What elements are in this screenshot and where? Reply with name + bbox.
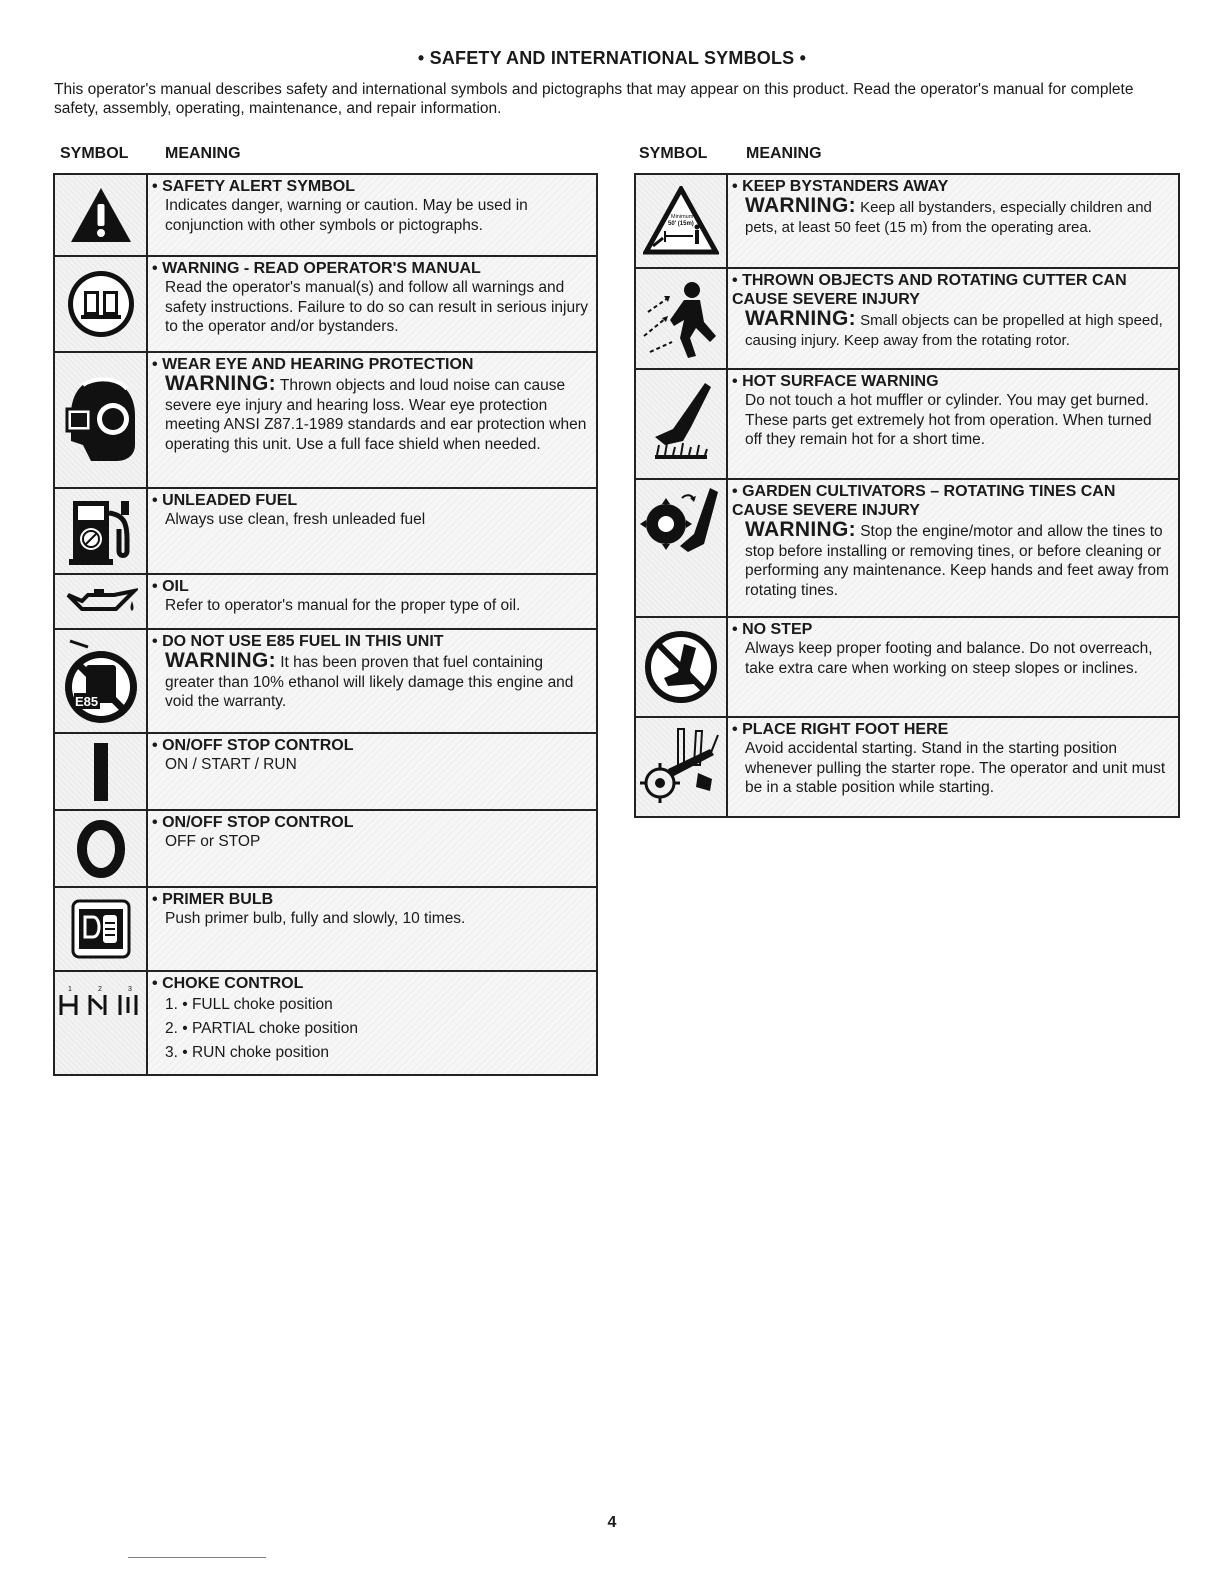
bullet: • bbox=[152, 633, 158, 650]
bullet: • bbox=[732, 483, 738, 500]
row-heading: CHOKE CONTROL bbox=[162, 975, 304, 992]
bullet: • bbox=[732, 621, 738, 638]
row-heading: ON/OFF STOP CONTROL bbox=[162, 814, 354, 831]
left-symbol-table bbox=[53, 173, 598, 1076]
row-heading: HOT SURFACE WARNING bbox=[742, 373, 939, 390]
thrown-objects-icon bbox=[636, 269, 728, 368]
bullet: • bbox=[152, 178, 158, 195]
warning-label: WARNING: bbox=[745, 307, 856, 330]
unleaded-fuel-icon bbox=[55, 489, 148, 573]
bullet: • bbox=[732, 373, 738, 390]
bullet: • bbox=[152, 737, 158, 754]
symbol-row bbox=[55, 353, 596, 489]
no-step-icon bbox=[636, 618, 728, 716]
choke-item: 2. • PARTIAL choke position bbox=[165, 1020, 358, 1037]
row-body: Indicates danger, warning or caution. May be used in conjunction with other symbols or pictographs. bbox=[165, 197, 528, 234]
oil-can-icon bbox=[55, 575, 148, 628]
row-body: OFF or STOP bbox=[165, 833, 261, 850]
row-body: Push primer bulb, fully and slowly, 10 times. bbox=[165, 910, 466, 927]
row-body: Avoid accidental starting. Stand in the starting position whenever pulling the starter rope. The operator and unit must be in a stable position while starting. bbox=[745, 740, 1166, 796]
row-heading: OIL bbox=[162, 578, 189, 595]
bullet: • bbox=[732, 272, 738, 289]
left-meaning-header: MEANING bbox=[165, 145, 241, 162]
no-e85-fuel-icon bbox=[55, 630, 148, 732]
row-body: Refer to operator's manual for the proper type of oil. bbox=[165, 597, 521, 614]
bullet: • bbox=[152, 891, 158, 908]
bullet: • bbox=[732, 721, 738, 738]
place-right-foot-icon bbox=[636, 718, 728, 816]
symbol-row bbox=[636, 370, 1178, 480]
symbol-row bbox=[636, 269, 1178, 370]
row-heading: UNLEADED FUEL bbox=[162, 492, 298, 509]
read-manual-icon bbox=[55, 257, 148, 351]
footer-rule bbox=[128, 1557, 266, 1558]
distance-label: 50' (15m) bbox=[668, 221, 694, 227]
right-symbol-table bbox=[634, 173, 1180, 818]
choke-number: 3 bbox=[127, 985, 132, 993]
choke-control-icon bbox=[55, 972, 148, 1074]
intro-paragraph: This operator's manual describes safety and international symbols and pictographs that may appear on this product. Read the operator's manual for complete safety, assembly, operating, maintenance, and repair information. bbox=[54, 81, 1134, 117]
symbol-row bbox=[636, 480, 1178, 618]
off-switch-icon bbox=[55, 811, 148, 886]
symbol-row bbox=[55, 630, 596, 734]
bullet: • bbox=[152, 492, 158, 509]
choke-number: 1 bbox=[67, 985, 72, 993]
warning-label: WARNING: bbox=[165, 649, 276, 672]
bullet: • bbox=[152, 578, 158, 595]
left-symbol-header: SYMBOL bbox=[60, 145, 129, 162]
bullet: • bbox=[152, 260, 158, 277]
warning-label: WARNING: bbox=[745, 194, 856, 217]
row-body: Small objects can be propelled at high speed, causing injury. Keep away from the rotating rotor. bbox=[745, 312, 1163, 349]
page-number: 4 bbox=[607, 1514, 617, 1531]
right-symbol-header: SYMBOL bbox=[639, 145, 708, 162]
row-heading: KEEP BYSTANDERS AWAY bbox=[742, 178, 949, 195]
minimum-label: Minimum bbox=[671, 214, 694, 220]
eye-ear-protection-icon bbox=[55, 353, 148, 487]
symbol-row bbox=[55, 575, 596, 630]
bullet: • bbox=[152, 975, 158, 992]
row-body: Read the operator's manual(s) and follow all warnings and safety instructions. Failure to do so can result in serious injury to the operator and/or bystanders. bbox=[165, 279, 588, 335]
primer-bulb-icon bbox=[55, 888, 148, 970]
row-body: Keep all bystanders, especially children and pets, at least 50 feet (15 m) from the operating area. bbox=[745, 199, 1152, 236]
symbol-row bbox=[55, 175, 596, 257]
row-body: Always keep proper footing and balance. Do not overreach, take extra care when working on steep slopes or inclines. bbox=[745, 640, 1153, 677]
symbol-row bbox=[55, 972, 596, 1076]
bullet: • bbox=[152, 814, 158, 831]
row-heading: SAFETY ALERT SYMBOL bbox=[162, 178, 355, 195]
symbol-row bbox=[55, 888, 596, 972]
warning-label: WARNING: bbox=[165, 372, 276, 395]
symbol-row bbox=[55, 257, 596, 353]
safety-alert-icon bbox=[55, 175, 148, 255]
row-heading: WEAR EYE AND HEARING PROTECTION bbox=[162, 356, 474, 373]
symbol-row bbox=[636, 618, 1178, 718]
row-heading: DO NOT USE E85 FUEL IN THIS UNIT bbox=[162, 633, 444, 650]
bullet: • bbox=[732, 178, 738, 195]
row-heading: ON/OFF STOP CONTROL bbox=[162, 737, 354, 754]
choke-item: 3. • RUN choke position bbox=[165, 1044, 329, 1061]
row-body: Always use clean, fresh unleaded fuel bbox=[165, 511, 426, 528]
row-heading: PLACE RIGHT FOOT HERE bbox=[742, 721, 949, 738]
e85-label: E85 bbox=[74, 694, 98, 709]
choke-number: 2 bbox=[97, 985, 102, 993]
symbol-row bbox=[55, 734, 596, 811]
row-body: Do not touch a hot muffler or cylinder. You may get burned. These parts get extremely hot from operation. When turned off they remain hot for a short time. bbox=[745, 392, 1152, 448]
hot-surface-icon bbox=[636, 370, 728, 478]
row-heading: WARNING - READ OPERATOR'S MANUAL bbox=[162, 260, 481, 277]
symbol-row bbox=[636, 175, 1178, 269]
right-meaning-header: MEANING bbox=[746, 145, 822, 162]
symbol-row bbox=[55, 811, 596, 888]
row-heading: PRIMER BULB bbox=[162, 891, 274, 908]
keep-bystanders-away-icon bbox=[636, 175, 728, 267]
symbol-row bbox=[636, 718, 1178, 818]
row-body: Thrown objects and loud noise can cause severe eye injury and hearing loss. Wear eye protection meeting ANSI Z87.1-1989 standards and ear protection when operating this unit. Use a full face shield when needed. bbox=[165, 377, 587, 453]
rotating-tines-icon bbox=[636, 480, 728, 616]
choke-item: 1. • FULL choke position bbox=[165, 996, 333, 1013]
row-heading: GARDEN CULTIVATORS – ROTATING TINES CAN CAUSE SEVERE INJURY bbox=[732, 483, 1116, 519]
warning-label: WARNING: bbox=[745, 518, 856, 541]
bullet: • bbox=[152, 356, 158, 373]
row-body: It has been proven that fuel containing greater than 10% ethanol will likely damage this engine and void the warranty. bbox=[165, 654, 574, 710]
symbol-row bbox=[55, 489, 596, 575]
page-title: • SAFETY AND INTERNATIONAL SYMBOLS • bbox=[417, 48, 807, 68]
on-switch-icon bbox=[55, 734, 148, 809]
row-body: ON / START / RUN bbox=[165, 756, 297, 773]
row-heading: NO STEP bbox=[742, 621, 813, 638]
row-body: Stop the engine/motor and allow the tines to stop before installing or removing tines, or before cleaning or performing any maintenance. Keep hands and feet away from rotating tines. bbox=[745, 523, 1169, 599]
row-heading: THROWN OBJECTS AND ROTATING CUTTER CAN CAUSE SEVERE INJURY bbox=[732, 272, 1127, 308]
